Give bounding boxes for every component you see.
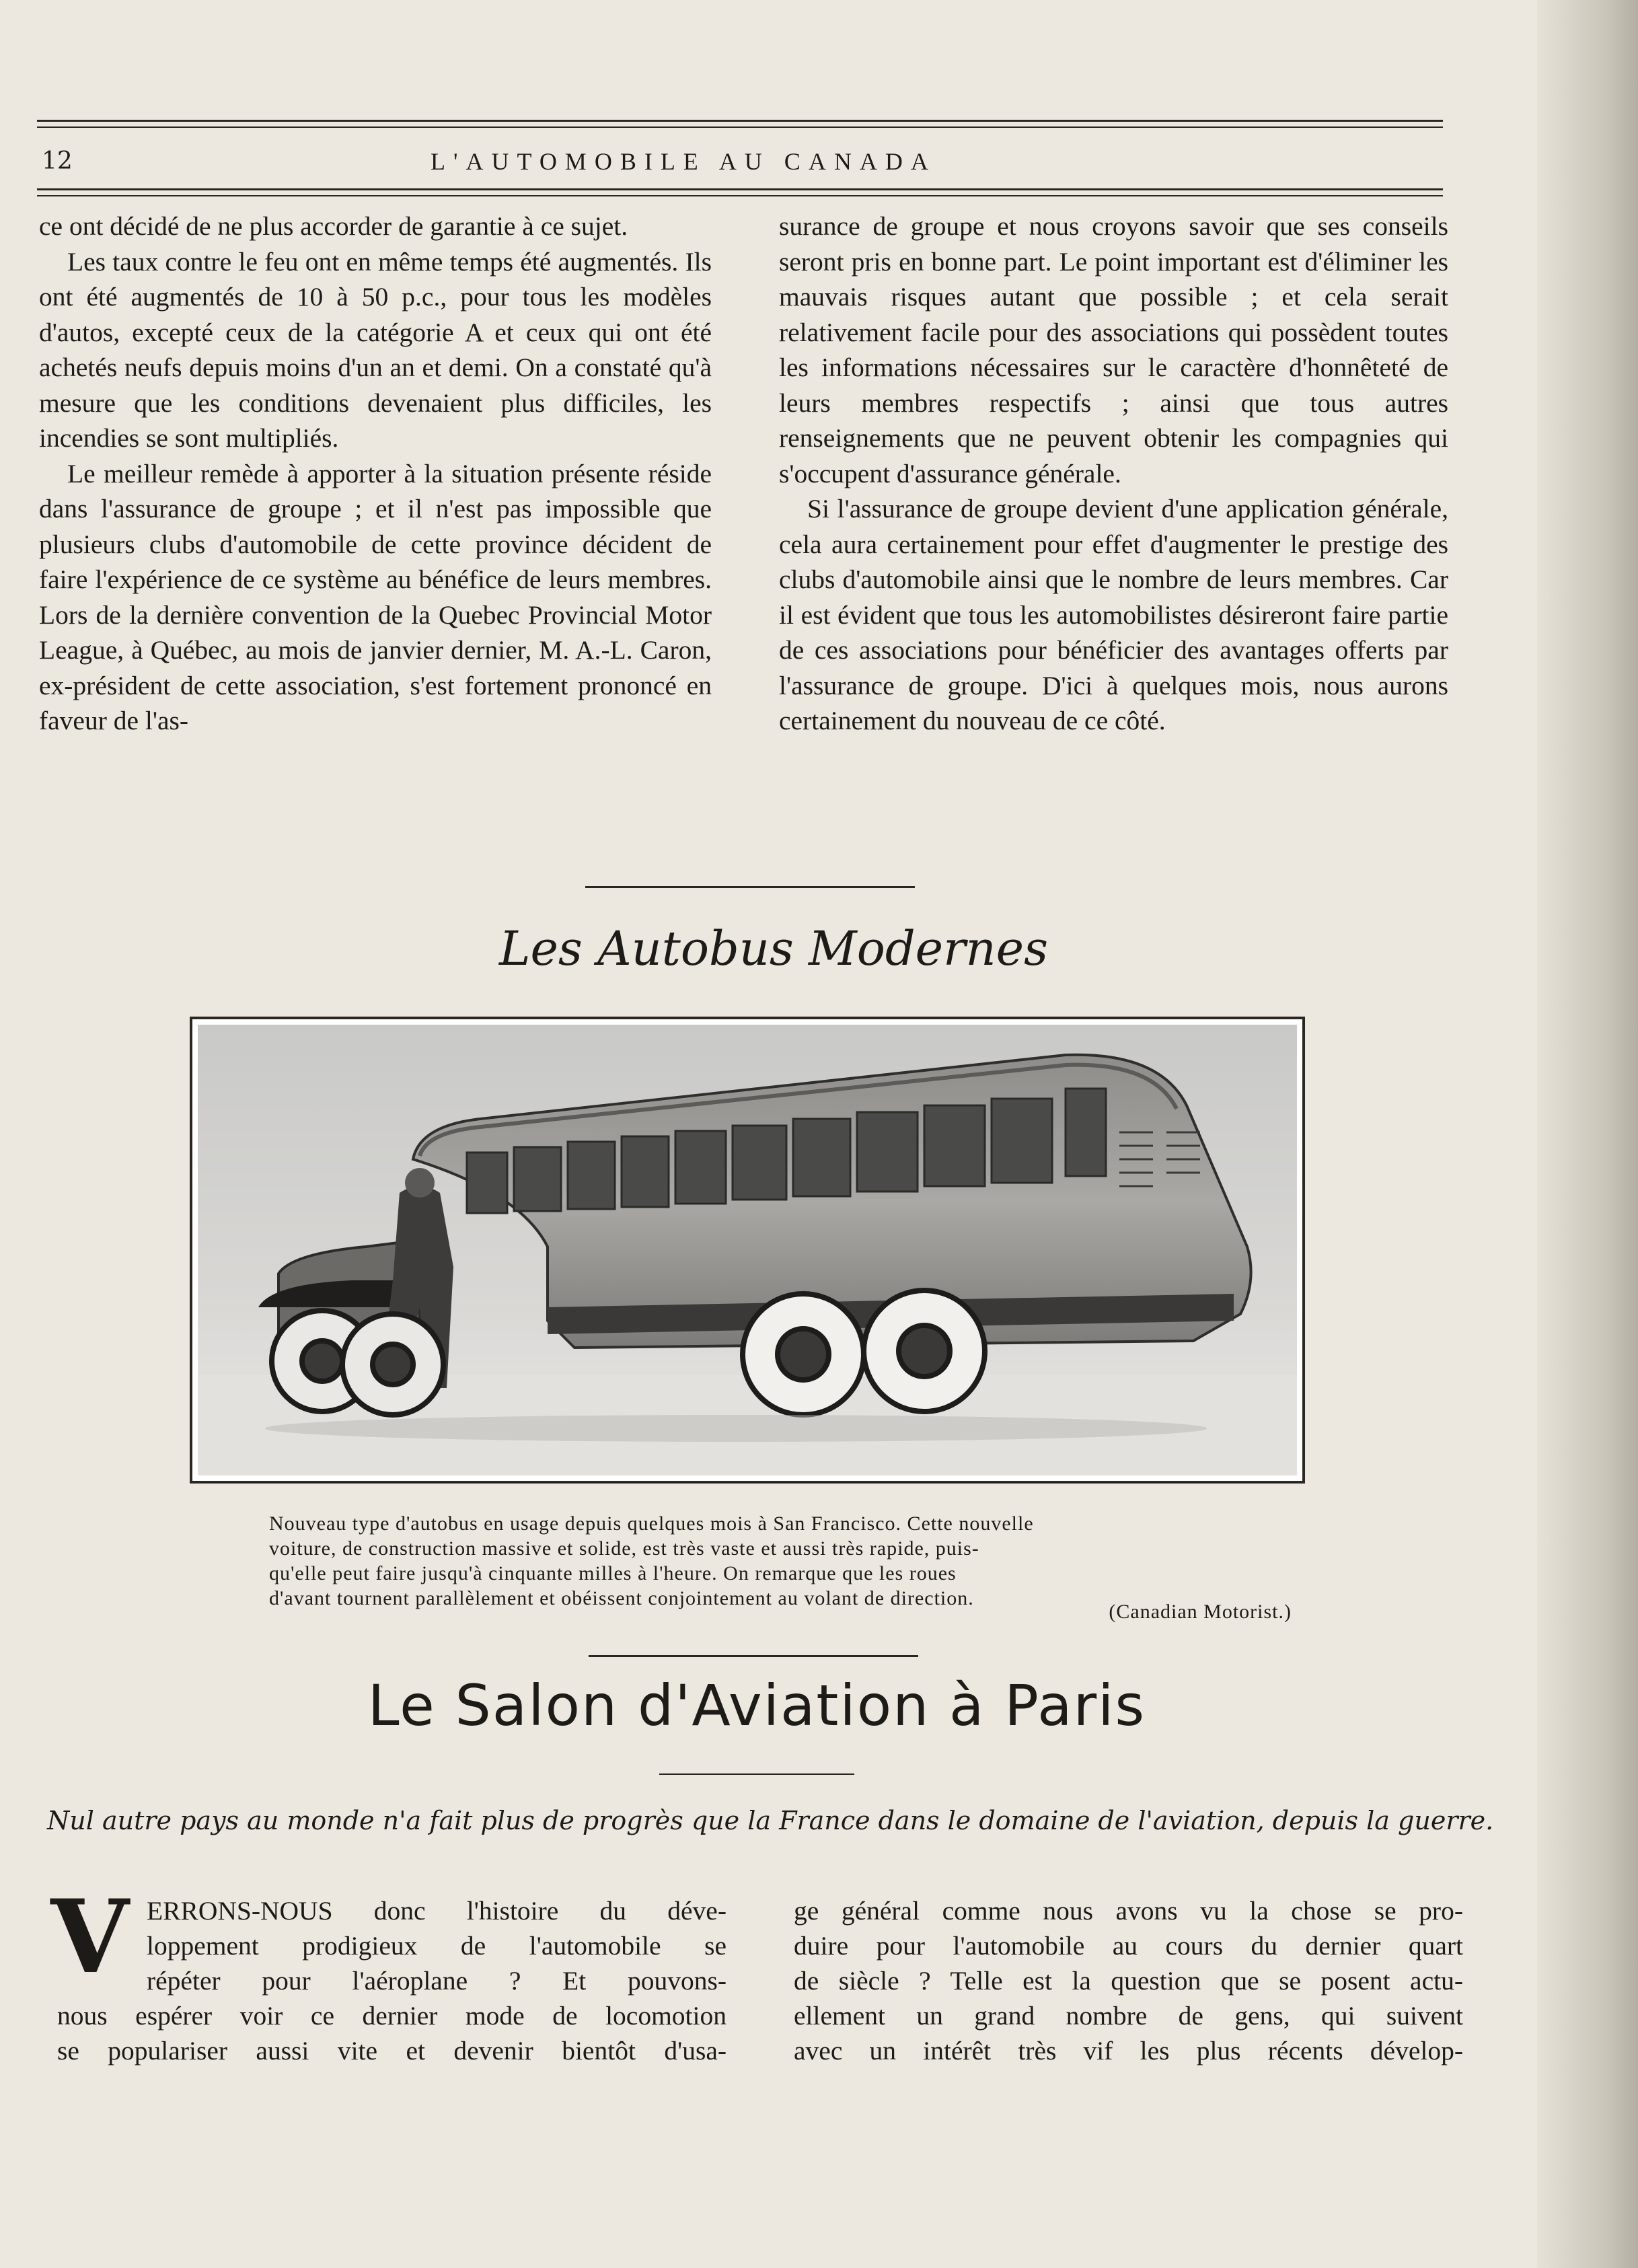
page-edge-shadow — [1537, 0, 1638, 2268]
caption-line: voiture, de construction massive et solide, est très vaste et aussi très rapide, puis- — [269, 1537, 979, 1560]
page-number: 12 — [42, 147, 73, 175]
top-left-column — [39, 209, 712, 739]
top-right-column — [779, 209, 1448, 739]
running-title: L'AUTOMOBILE AU CANADA — [431, 148, 936, 175]
bus-photo-illustration — [198, 1025, 1297, 1475]
bus-section-title: Les Autobus Modernes — [498, 921, 1048, 976]
section-divider — [589, 1655, 918, 1657]
caption-line: qu'elle peut faire jusqu'à cinquante milles à l'heure. On remarque que les roues — [269, 1562, 957, 1584]
paragraph: Les taux contre le feu ont en même temps été augmentés. Ils ont été augmentés de 10 à 50 p.c., pour tous les modèles d'autos, excepté ceux de la catégorie A et ceux qui ont été achetés neufs depuis moins d'un an et demi. On a constaté qu'à mesure que les conditions devenaient plus difficiles, les incendies se sont multipliés. — [39, 246, 712, 453]
header-rule-bottom — [37, 188, 1443, 190]
aviation-article-title: Le Salon d'Aviation à Paris — [367, 1673, 1146, 1739]
header-rule-bottom-thin — [37, 195, 1443, 196]
paragraph: Si l'assurance de groupe devient d'une application générale, cela aura certainement pour effet d'augmenter le prestige des clubs d'automobile ainsi que le nombre de leurs membres. Car il est évident que tous les automobilistes désireront faire partie de ces associations pour bénéficier des avantages offerts par l'assurance de groupe. D'ici à quelques mois, nous aurons certainement du nouveau de ce côté. — [779, 494, 1448, 735]
title-underline — [659, 1773, 854, 1775]
caption-line: Nouveau type d'autobus en usage depuis quelques mois à San Francisco. Cette nouvelle — [269, 1512, 1034, 1535]
article-line: se populariser aussi vite et devenir bientôt d'usa- — [57, 2036, 727, 2065]
article-line: duire pour l'automobile au cours du dernier quart — [794, 1931, 1463, 1961]
bus-photo-caption — [269, 1511, 1292, 1611]
article-line: avec un intérêt très vif les plus récents dévelop- — [794, 2036, 1463, 2065]
article-line: ellement un grand nombre de gens, qui suivent — [794, 2001, 1463, 2031]
caption-line: d'avant tournent parallèlement et obéissent conjointement au volant de direction. — [269, 1587, 974, 1609]
bus-photo — [190, 1017, 1305, 1484]
paragraph: ce ont décidé de ne plus accorder de garantie à ce sujet. — [39, 211, 628, 241]
article-line: loppement prodigieux de l'automobile se — [147, 1931, 727, 1961]
photo-credit: (Canadian Motorist.) — [1109, 1601, 1292, 1623]
section-divider — [585, 886, 915, 888]
article-line: répéter pour l'aéroplane ? Et pouvons- — [147, 1966, 727, 1996]
drop-cap: V — [50, 1878, 129, 1996]
header-rule-top-thin — [37, 126, 1443, 128]
header-rule-top — [37, 120, 1443, 122]
article-line: nous espérer voir ce dernier mode de locomotion — [57, 2001, 727, 2031]
article-line: de siècle ? Telle est la question que se posent actu- — [794, 1966, 1463, 1996]
article-line: ge général comme nous avons vu la chose se pro- — [794, 1896, 1463, 1926]
paragraph: surance de groupe et nous croyons savoir que ses conseils seront pris en bonne part. Le point important est d'éliminer les mauvais risques autant que possible ; et cela serait relativement facile pour des associations qui possèdent toutes les informations nécessaires sur le caractère d'honnêteté de leurs membres respectifs ; ainsi que tous autres renseignements que ne peuvent obtenir les compagnies qui s'occupent d'assurance générale. — [779, 211, 1448, 488]
aviation-article-subtitle: Nul autre pays au monde n'a fait plus de progrès que la France dans le domaine de l'aviation, depuis la guerre. — [47, 1806, 1494, 1835]
paragraph: Le meilleur remède à apporter à la situation présente réside dans l'assurance de groupe ; et il n'est pas impossible que plusieurs clubs d'automobile de cette province décident de faire l'expérience de ce système au bénéfice de leurs membres. Lors de la dernière convention de la Quebec Provincial Motor League, à Québec, au mois de janvier dernier, M. A.-L. Caron, ex-président de cette association, s'est fortement prononcé en faveur de l'as- — [39, 458, 712, 735]
article-line: ERRONS-NOUS donc l'histoire du déve- — [147, 1896, 727, 1926]
